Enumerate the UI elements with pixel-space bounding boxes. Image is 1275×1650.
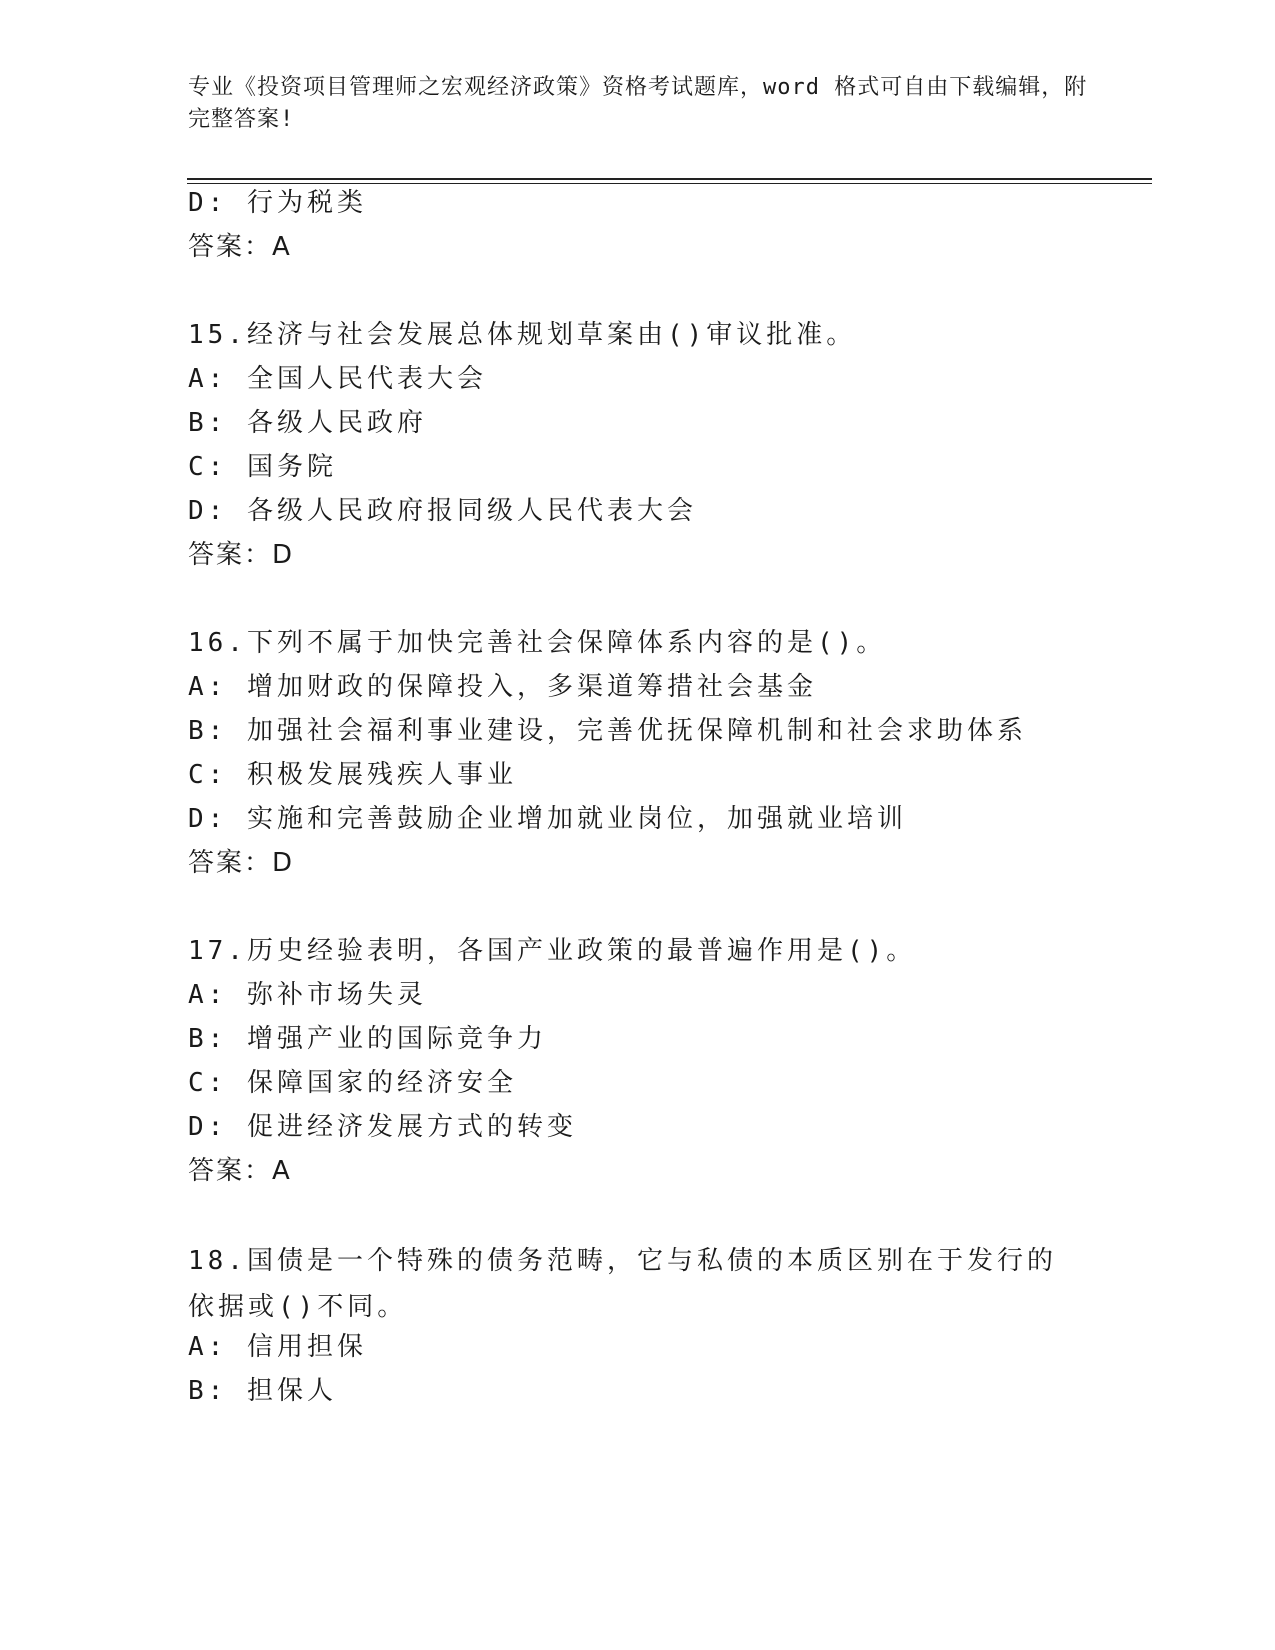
question-17: 17.历史经验表明，各国产业政策的最普遍作用是()。: [188, 936, 917, 966]
question-15-option-d: D: 各级人民政府报同级人民代表大会: [188, 496, 697, 526]
question-18: 18.国债是一个特殊的债务范畴，它与私债的本质区别在于发行的依据或()不同。: [188, 1246, 1057, 1322]
option-d-prev: D: 行为税类: [188, 188, 367, 218]
question-18-option-b: B: 担保人: [188, 1376, 337, 1406]
question-17-option-d: D: 促进经济发展方式的转变: [188, 1112, 577, 1142]
question-15-option-c: C: 国务院: [188, 452, 337, 482]
answer-prev: 答案：A: [188, 232, 292, 262]
question-16-option-c: C: 积极发展残疾人事业: [188, 760, 517, 790]
document-header: 专业《投资项目管理师之宏观经济政策》资格考试题库，word 格式可自由下载编辑，附完整答案!: [188, 75, 1088, 132]
question-16-answer: 答案：D: [188, 848, 295, 878]
question-15-answer: 答案：D: [188, 540, 295, 570]
question-16-option-a: A: 增加财政的保障投入，多渠道筹措社会基金: [188, 672, 817, 702]
question-15-option-b: B: 各级人民政府: [188, 408, 427, 438]
question-16-option-d: D: 实施和完善鼓励企业增加就业岗位，加强就业培训: [188, 804, 907, 834]
header-divider: [187, 178, 1152, 184]
question-18-option-a: A: 信用担保: [188, 1332, 367, 1362]
question-17-answer: 答案：A: [188, 1156, 292, 1186]
question-15-option-a: A: 全国人民代表大会: [188, 364, 487, 394]
question-15: 15.经济与社会发展总体规划草案由()审议批准。: [188, 320, 857, 350]
question-17-option-a: A: 弥补市场失灵: [188, 980, 427, 1010]
question-17-option-b: B: 增强产业的国际竞争力: [188, 1024, 547, 1054]
question-16-option-b: B: 加强社会福利事业建设，完善优抚保障机制和社会求助体系: [188, 716, 1027, 746]
question-17-option-c: C: 保障国家的经济安全: [188, 1068, 517, 1098]
question-16: 16.下列不属于加快完善社会保障体系内容的是()。: [188, 628, 887, 658]
